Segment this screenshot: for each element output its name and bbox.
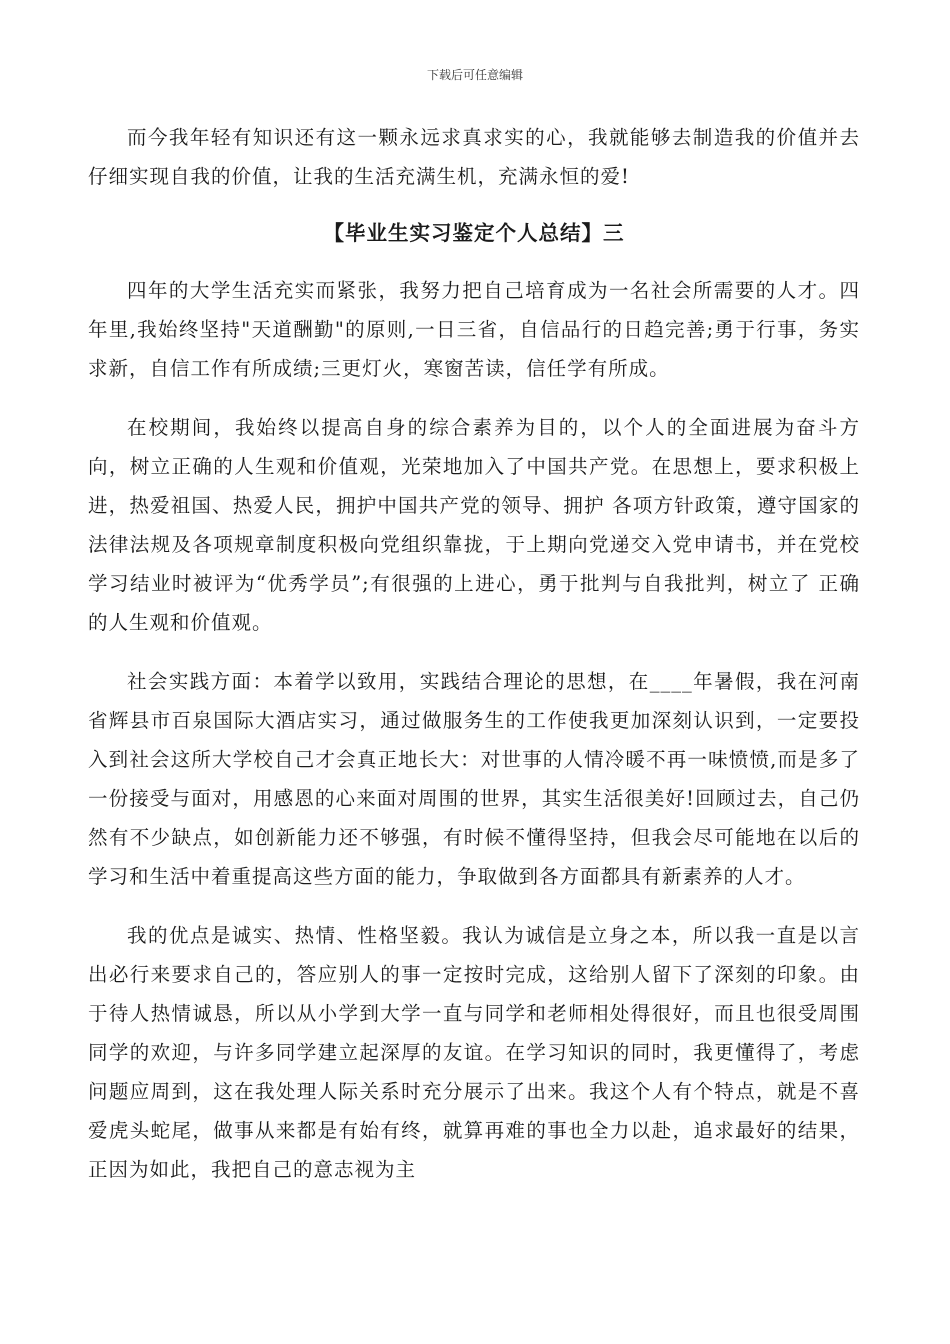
page-header-note: 下载后可任意编辑 xyxy=(426,68,523,82)
spacer xyxy=(88,642,860,662)
paragraph-3: 社会实践方面：本着学以致用，实践结合理论的思想，在____年暑假，我在河南省辉县市百泉国际大酒店实习，通过做服务生的工作使我更加深刻认识到，一定要投入到社会这所大学校自己才会真正地长大：对世事的人情冷暖不再一味愤愤,而是多了一份接受与面对，用感恩的心来面对周围的世界，其实生活很美好!回顾过去，自己仍然有不少缺点，如创新能力还不够强，有时候不懂得坚持，但我会尽可能地在以后的学习和生活中着重提高这些方面的能力，争取做到各方面都具有新素养的人才。 xyxy=(88,670,860,888)
spacer xyxy=(88,896,860,916)
spacer xyxy=(88,196,860,214)
section-title: 【毕业生实习鉴定个人总结】三 xyxy=(323,221,625,245)
paragraph-2: 在校期间，我始终以提高自身的综合素养为目的，以个人的全面进展为奋斗方向，树立正确的人生观和价值观，光荣地加入了中国共产党。在思想上，要求积极上进，热爱祖国、热爱人民，拥护中国共产党的领导、拥护 各项方针政策，遵守国家的法律法规及各项规章制度积极向党组织靠拢，于上期向党递交入党申请书，并在党校学习结业时被评为“优秀学员”;有很强的上进心，勇于批判与自我批判，树立了 正确的人生观和价值观。 xyxy=(88,416,860,634)
spacer xyxy=(88,388,860,408)
spacer xyxy=(88,253,860,271)
intro-paragraph: 而今我年轻有知识还有这一颗永远求真求实的心，我就能够去制造我的价值并去仔细实现自我的价值，让我的生活充满生机，充满永恒的爱! xyxy=(88,126,860,188)
document-body xyxy=(88,118,860,1189)
paragraph-4: 我的优点是诚实、热情、性格坚毅。我认为诚信是立身之本，所以我一直是以言出必行来要求自己的，答应别人的事一定按时完成，这给别人留下了深刻的印象。由于待人热情诚恳，所以从小学到大学一直与同学和老师相处得很好，而且也很受周围同学的欢迎，与许多同学建立起深厚的友谊。在学习知识的同时，我更懂得了，考虑问题应周到，这在我处理人际关系时充分展示了出来。我这个人有个特点，就是不喜爱虎头蛇尾，做事从来都是有始有终，就算再难的事也全力以赴，追求最好的结果，正因为如此，我把自己的意志视为主 xyxy=(88,924,860,1181)
paragraph-1: 四年的大学生活充实而紧张，我努力把自己培育成为一名社会所需要的人才。四年里,我始终坚持"天道酬勤"的原则,一日三省，自信品行的日趋完善;勇于行事，务实求新，自信工作有所成绩;三更灯火，寒窗苦读，信任学有所成。 xyxy=(88,279,860,380)
